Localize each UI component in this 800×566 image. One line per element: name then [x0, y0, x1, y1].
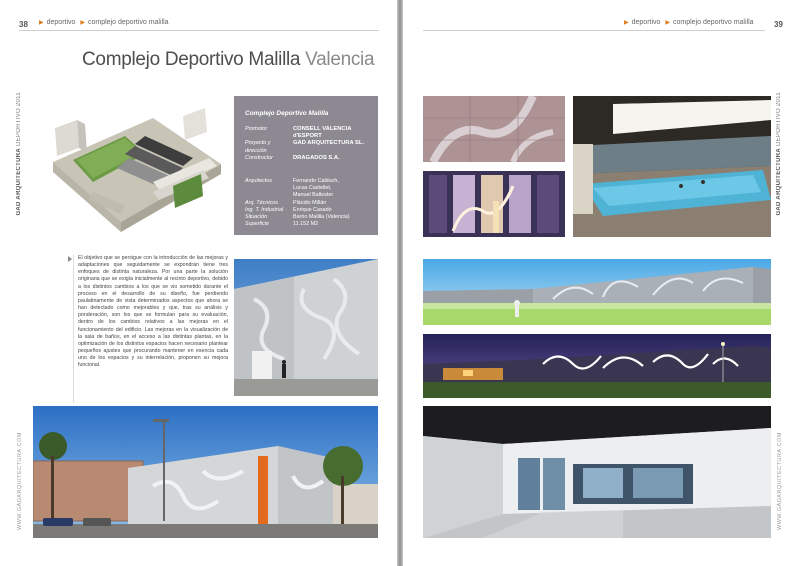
info-label: Promotor: [245, 126, 268, 132]
side-label-section: DEPORTIVO 2011: [776, 92, 782, 146]
street-view-photo: [33, 406, 378, 538]
breadcrumb-article[interactable]: complejo deportivo malilla: [673, 19, 754, 26]
info-label: Arq. Técnicos: [245, 199, 278, 206]
info-row-arquitectos: [245, 178, 369, 185]
info-value: Enrique Casado: [293, 206, 332, 213]
info-value: 11.152 M2: [293, 221, 319, 228]
side-label-brand: GAD ARQUITECTURA: [16, 147, 22, 216]
title-city: Valencia: [305, 49, 375, 70]
header-rule: [423, 30, 765, 31]
breadcrumb-article[interactable]: complejo deportivo malilla: [88, 19, 169, 26]
side-label-brand: GAD ARQUITECTURA: [776, 147, 782, 216]
side-url: WWW.GADARQUITECTURA.COM: [17, 432, 23, 530]
info-row-industrial: [245, 207, 369, 214]
info-value: Lucas Castellet,: [293, 185, 332, 192]
text-rule: [73, 255, 74, 403]
header-rule: [19, 30, 379, 31]
info-row-proyecto: [245, 140, 369, 154]
page-number: 38: [19, 20, 28, 29]
breadcrumb-section[interactable]: deportivo: [631, 19, 661, 26]
info-value: CONSELL VALENCIA d'ESPORT: [293, 126, 352, 140]
info-value: Barrio Malilla (Valencia): [293, 214, 350, 221]
info-title: Complejo Deportivo Malilla: [245, 110, 329, 117]
info-value: DRAGADOS S.A.: [293, 154, 340, 161]
side-url: WWW.GADARQUITECTURA.COM: [777, 432, 783, 530]
left-page: [0, 0, 397, 566]
chevron-right-icon: ▶: [80, 20, 85, 26]
page-title: [82, 49, 374, 71]
breadcrumb: [621, 19, 754, 26]
info-row-promotor: [245, 126, 369, 140]
chevron-right-icon: ▶: [665, 20, 670, 26]
info-label: Superficie: [245, 221, 269, 228]
info-label: Situación: [245, 214, 268, 221]
page-number: 39: [774, 20, 783, 29]
night-exterior-photo: [423, 334, 771, 398]
indoor-pool-photo: [573, 96, 771, 237]
breadcrumb-section[interactable]: deportivo: [46, 19, 76, 26]
right-page: [403, 0, 800, 566]
info-value: GAD ARQUITECTURA SL.: [293, 140, 365, 147]
info-label: Arquitectos: [245, 178, 272, 185]
info-label: Ing. T. Industrial: [245, 206, 284, 213]
info-label: Proyecto y dirección: [245, 140, 271, 154]
side-label: [776, 92, 782, 216]
text-marker-icon: [68, 256, 72, 262]
facade-detail-photo: [423, 96, 565, 162]
breadcrumb: [36, 19, 169, 26]
facade-pedestrian-photo: [234, 259, 378, 396]
info-value: Manuel Ballester: [293, 192, 334, 199]
chevron-right-icon: ▶: [39, 20, 44, 26]
dusk-exterior-photo: [423, 259, 771, 325]
interior-hall-photo: [423, 406, 771, 538]
side-label-section: DEPORTIVO 2011: [16, 92, 22, 146]
info-label: Constructor: [245, 154, 273, 161]
title-main: Complejo Deportivo Malilla: [82, 49, 301, 70]
info-value: Plácido Millán: [293, 199, 327, 206]
aerial-model-image: [33, 96, 231, 235]
side-label: [16, 92, 22, 216]
info-row-constructor: [245, 155, 369, 162]
night-facade-detail-photo: [423, 171, 565, 237]
info-row-tecnicos: [245, 200, 369, 207]
chevron-right-icon: ▶: [624, 20, 629, 26]
info-value: Fernando Calduch,: [293, 178, 339, 185]
info-row-situacion: [245, 214, 369, 221]
project-info-box: [234, 96, 378, 235]
info-row-superficie: [245, 221, 369, 228]
body-text: El objetivo que se persigue con la introducción de las mejoras y adaptaciones que seguidamente se expondrán tiene tres enfoques de distinta naturaleza. Por una parte la solución originaria que se exigía inicialmente al recinto deportivo, debido a los distintos cambios a los que se vio sometido durante el proceso en el desarrollo de su diseño, fue perdiendo paulatinamente de vista determinados aspectos que ahora se han detectado como mejorables y que, tras su análisis y ponderación, son los que se formulan para su evaluación, dentro de los cambios relativos a las mejoras en el funcionamiento del edificio. Las mejoras en la visualización de la sala de baños, en el acceso a las distintas plantas, en la optimización de los distintos espacios hacen necesario plantear pequeños ajustes que procurando mantener en esencia cada uno de los espacios y su interrelación, proponen su mejora funcional.: [78, 255, 228, 369]
